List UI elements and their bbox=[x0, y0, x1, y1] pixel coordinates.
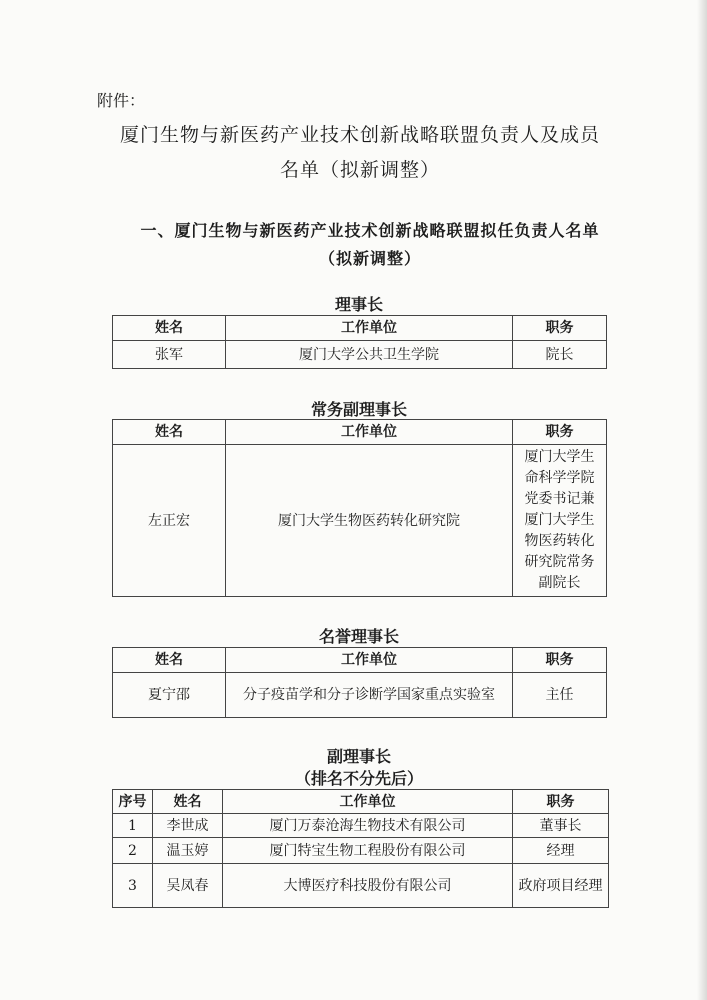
header-position: 职务 bbox=[513, 316, 607, 341]
cell-position: 董事长 bbox=[513, 814, 609, 838]
section-heading-line1: 一、厦门生物与新医药产业技术创新战略联盟拟任负责人名单 bbox=[140, 221, 600, 240]
cell-unit: 厦门万泰沧海生物技术有限公司 bbox=[223, 814, 513, 838]
exec-vice-chairman-title: 常务副理事长 bbox=[310, 400, 407, 419]
cell-seq: 2 bbox=[113, 838, 153, 864]
table-row bbox=[113, 445, 607, 597]
cell-seq: 1 bbox=[113, 814, 153, 838]
section-heading-line2: （拟新调整） bbox=[318, 249, 421, 268]
chairman-title: 理事长 bbox=[334, 295, 383, 314]
cell-name: 夏宁邵 bbox=[113, 673, 226, 718]
cell-name: 温玉婷 bbox=[153, 838, 223, 864]
exec-vice-chairman-table bbox=[112, 419, 607, 597]
cell-name: 张军 bbox=[113, 341, 226, 369]
table-row bbox=[113, 814, 609, 838]
cell-position: 厦门大学生命科学学院党委书记兼厦门大学生物医药转化研究院常务副院长 bbox=[513, 445, 607, 597]
table-header-row bbox=[113, 420, 607, 445]
document-title-line2: 名单（拟新调整） bbox=[279, 159, 440, 181]
cell-position: 院长 bbox=[513, 341, 607, 369]
header-position: 职务 bbox=[513, 648, 607, 673]
table-row bbox=[113, 673, 607, 718]
table-header-row bbox=[113, 790, 609, 814]
attachment-label: 附件： bbox=[97, 91, 146, 110]
header-name: 姓名 bbox=[153, 790, 223, 814]
cell-unit: 厦门大学生物医药转化研究院 bbox=[226, 445, 513, 597]
cell-name: 李世成 bbox=[153, 814, 223, 838]
table-row bbox=[113, 838, 609, 864]
table-row bbox=[113, 341, 607, 369]
honorary-chairman-title: 名誉理事长 bbox=[318, 627, 399, 646]
page-edge-shadow bbox=[697, 0, 707, 1000]
cell-position: 主任 bbox=[513, 673, 607, 718]
header-name: 姓名 bbox=[113, 316, 226, 341]
table-header-row bbox=[113, 316, 607, 341]
cell-seq: 3 bbox=[113, 864, 153, 908]
header-unit: 工作单位 bbox=[223, 790, 513, 814]
cell-unit: 分子疫苗学和分子诊断学国家重点实验室 bbox=[226, 673, 513, 718]
chairman-table bbox=[112, 315, 607, 369]
cell-position: 政府项目经理 bbox=[513, 864, 609, 908]
header-seq: 序号 bbox=[113, 790, 153, 814]
header-unit: 工作单位 bbox=[226, 316, 513, 341]
cell-name: 左正宏 bbox=[113, 445, 226, 597]
table-row bbox=[113, 864, 609, 908]
table-header-row bbox=[113, 648, 607, 673]
vice-chairman-title: 副理事长 bbox=[326, 747, 391, 766]
cell-unit: 厦门大学公共卫生学院 bbox=[226, 341, 513, 369]
cell-unit: 厦门特宝生物工程股份有限公司 bbox=[223, 838, 513, 864]
header-name: 姓名 bbox=[113, 420, 226, 445]
vice-chairman-table bbox=[112, 789, 609, 908]
vice-chairman-subtitle: （排名不分先后） bbox=[294, 769, 423, 788]
honorary-chairman-table bbox=[112, 647, 607, 718]
header-unit: 工作单位 bbox=[226, 420, 513, 445]
header-name: 姓名 bbox=[113, 648, 226, 673]
cell-unit: 大博医疗科技股份有限公司 bbox=[223, 864, 513, 908]
header-position: 职务 bbox=[513, 420, 607, 445]
document-title-line1: 厦门生物与新医药产业技术创新战略联盟负责人及成员 bbox=[119, 124, 600, 146]
header-position: 职务 bbox=[513, 790, 609, 814]
cell-position: 经理 bbox=[513, 838, 609, 864]
header-unit: 工作单位 bbox=[226, 648, 513, 673]
cell-name: 吴凤春 bbox=[153, 864, 223, 908]
